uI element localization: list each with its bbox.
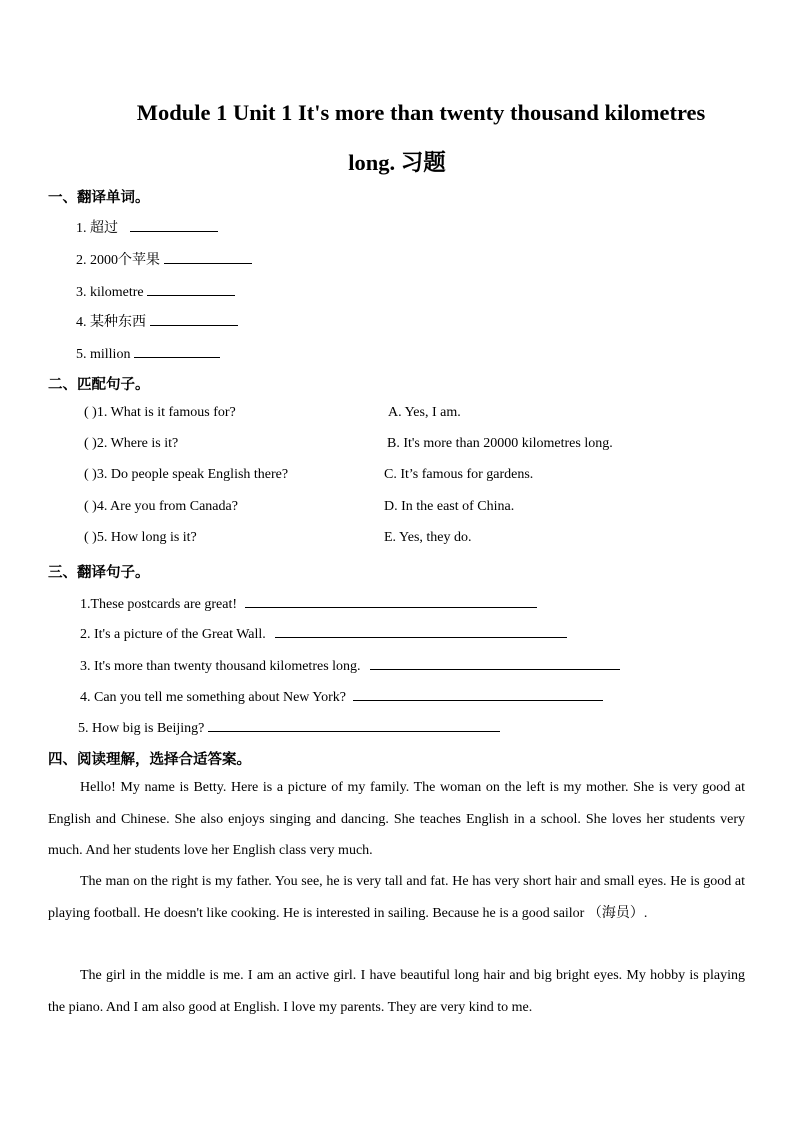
- answer-blank[interactable]: [353, 686, 603, 701]
- reading-paragraph-3: The girl in the middle is me. I am an active girl. I have beautiful long hair and big bright eyes. My hobby is playing the piano. And I am also good at English. I love my parents. They are very kind to me.: [48, 968, 745, 1015]
- answer-paren[interactable]: ( ): [84, 467, 97, 482]
- sentence-text: 1.These postcards are great!: [80, 597, 238, 612]
- word-item-label: 5. million: [76, 347, 131, 362]
- sentence-text: 3. It's more than twenty thousand kilometres long.: [80, 659, 361, 674]
- word-item-1: [76, 217, 218, 237]
- section-heading-reading: 四、阅读理解，选择合适答案。: [48, 752, 251, 768]
- answer-blank[interactable]: [245, 593, 537, 608]
- answer-blank[interactable]: [134, 343, 220, 358]
- answer-blank[interactable]: [147, 281, 235, 296]
- word-item-label: 2. 2000个苹果: [76, 253, 160, 268]
- word-item-label: 1. 超过: [76, 221, 118, 236]
- page-title-line1: Module 1 Unit 1 It's more than twenty thousand kilometres: [136, 100, 706, 125]
- question-text: 3. Do people speak English there?: [96, 467, 289, 482]
- sentence-item-1: [80, 593, 537, 613]
- sentence-item-3: [80, 655, 620, 675]
- match-question-4: [84, 499, 238, 515]
- match-question-1: [84, 405, 236, 421]
- answer-paren[interactable]: ( ): [84, 499, 97, 514]
- section-heading-translate-words: 一、翻译单词。: [48, 190, 150, 206]
- sentence-text: 5. How big is Beijing?: [78, 721, 205, 736]
- match-answer-d: D. In the east of China.: [384, 499, 515, 514]
- match-question-2: [84, 436, 178, 452]
- match-answer-c: C. It’s famous for gardens.: [384, 467, 534, 482]
- question-text: 4. Are you from Canada?: [96, 499, 238, 514]
- section-heading-translate-sentences: 三、翻译句子。: [48, 565, 150, 581]
- answer-blank[interactable]: [208, 717, 500, 732]
- answer-paren[interactable]: ( ): [84, 530, 97, 545]
- word-item-4: [76, 311, 238, 331]
- answer-blank[interactable]: [370, 655, 620, 670]
- reading-paragraph-2: The man on the right is my father. You see, he is very tall and fat. He has very short hair and small eyes. He is good at playing football. He doesn't like cooking. He is interested in sailing. Because he is a good sailor （海员）.: [48, 874, 745, 921]
- answer-paren[interactable]: ( ): [84, 436, 97, 451]
- answer-paren[interactable]: ( ): [84, 405, 97, 420]
- sentence-item-4: [80, 686, 603, 706]
- match-answer-a: A. Yes, I am.: [388, 405, 461, 420]
- section-heading-match-sentences: 二、匹配句子。: [48, 377, 150, 393]
- sentence-text: 4. Can you tell me something about New York?: [80, 690, 346, 705]
- word-item-label: 4. 某种东西: [76, 315, 146, 330]
- question-text: 1. What is it famous for?: [96, 405, 236, 420]
- match-answer-e: E. Yes, they do.: [384, 530, 472, 545]
- question-text: 5. How long is it?: [96, 530, 197, 545]
- sentence-item-2: [80, 623, 567, 643]
- answer-blank[interactable]: [275, 623, 567, 638]
- reading-paragraph-1: Hello! My name is Betty. Here is a picture of my family. The woman on the left is my mother. She is very good at English and Chinese. She also enjoys singing and dancing. She teaches English in a school. She loves her students very much. And her students love her English class very much.: [48, 780, 745, 858]
- answer-blank[interactable]: [130, 217, 218, 232]
- match-question-5: [84, 530, 197, 546]
- word-item-3: [76, 281, 235, 301]
- sentence-item-5: [78, 717, 500, 737]
- word-item-2: [76, 249, 252, 269]
- page-title-line2: long. 习题: [348, 150, 446, 175]
- word-item-5: [76, 343, 220, 363]
- question-text: 2. Where is it?: [96, 436, 179, 451]
- match-question-3: [84, 467, 288, 483]
- sentence-text: 2. It's a picture of the Great Wall.: [80, 627, 266, 642]
- answer-blank[interactable]: [150, 311, 238, 326]
- word-item-label: 3. kilometre: [76, 285, 144, 300]
- answer-blank[interactable]: [164, 249, 252, 264]
- match-answer-b: B. It's more than 20000 kilometres long.: [387, 436, 613, 451]
